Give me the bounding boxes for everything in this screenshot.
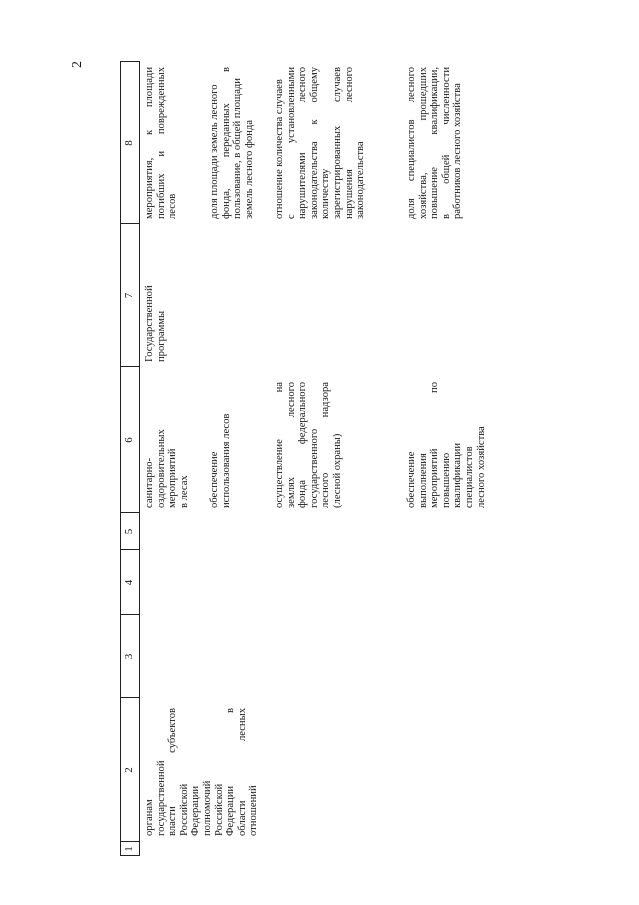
column-header-3: 3 xyxy=(123,653,135,660)
col8-line: в общей численности xyxy=(440,67,452,219)
col6-line: лесного надзора xyxy=(320,382,332,508)
col8-line: с установленными xyxy=(285,67,297,219)
col6-line: осуществление на xyxy=(274,382,285,508)
column-header-7: 7 xyxy=(123,292,135,299)
col8-line: нарушения лесного xyxy=(343,67,355,219)
indicators-table xyxy=(120,61,517,856)
col8-block-damage xyxy=(144,67,179,219)
col8-line: работников лесного хозяйства xyxy=(452,83,464,219)
col6-block-sanitary xyxy=(144,382,190,508)
col8-line: мероприятия, к площади xyxy=(144,67,155,219)
col7-line: программы xyxy=(155,310,167,362)
col2-line: органам xyxy=(144,799,155,836)
col6-line: оздоровительных xyxy=(155,429,167,508)
col6-line: выполнения xyxy=(417,453,429,508)
column-header-6: 6 xyxy=(123,437,135,443)
col6-line: специалистов xyxy=(463,446,475,508)
col2-line: Российской xyxy=(213,783,225,836)
col8-block-training-share xyxy=(406,67,464,219)
rotated-table-container xyxy=(120,61,517,856)
col6-line: повышению xyxy=(440,452,452,508)
col8-line: отношение количества случаев xyxy=(274,79,285,219)
col6-line: (лесной охраны) xyxy=(331,433,343,508)
col8-line: земель лесного фонда xyxy=(243,120,255,219)
col8-line: законодательства к общему xyxy=(308,67,320,219)
col6-block-usage xyxy=(209,382,232,508)
col6-line: использования лесов xyxy=(220,413,232,508)
col8-line: зарегистрированных случаев xyxy=(331,67,343,219)
table-header-border xyxy=(139,61,140,856)
col6-line: лесного хозяйства xyxy=(475,426,487,508)
col6-line: обеспечение xyxy=(406,451,417,508)
col6-line: обеспечение xyxy=(209,451,220,508)
col8-line: доля специалистов лесного xyxy=(406,67,417,219)
col8-line: фонда, переданных в xyxy=(220,67,232,219)
column-header-5: 5 xyxy=(123,528,135,535)
col2-line: государственной xyxy=(155,760,167,836)
col2-text xyxy=(144,708,260,836)
col8-block-land-share xyxy=(209,67,255,219)
col8-line: лесов xyxy=(167,193,179,219)
col8-line: повышение квалификации, xyxy=(429,67,441,219)
col8-line: пользование, в общей площади xyxy=(232,78,244,219)
col6-line: мероприятий xyxy=(167,448,179,508)
col2-line: области лесных xyxy=(236,708,248,836)
col6-block-supervision xyxy=(274,382,344,508)
col2-line: Федерации xyxy=(190,785,202,836)
col8-block-violations xyxy=(274,67,367,219)
col8-line: хозяйства, прошедших xyxy=(417,67,429,219)
col2-line: Российской xyxy=(178,783,190,836)
col2-line: власти субъектов xyxy=(167,708,179,836)
col6-line: фонда федерального xyxy=(297,382,309,508)
col6-line: землях лесного xyxy=(285,382,297,508)
col6-line: мероприятий по xyxy=(429,382,441,508)
col8-line: законодательства xyxy=(355,141,367,219)
page-number: 2 xyxy=(70,61,85,68)
col6-block-training xyxy=(406,382,487,508)
column-header-2: 2 xyxy=(123,767,135,773)
col6-line: квалификации xyxy=(452,443,464,508)
col6-line: государственного xyxy=(308,428,320,508)
col7-line: Государственной xyxy=(144,285,155,362)
col8-line: количеству xyxy=(320,168,332,219)
col8-line: погибших и поврежденных xyxy=(155,67,167,219)
col2-line: отношений xyxy=(248,785,260,836)
column-header-4: 4 xyxy=(123,579,135,586)
col2-line: Федерации в xyxy=(225,708,237,836)
column-header-1: 1 xyxy=(123,846,135,852)
col7-text xyxy=(144,234,167,362)
column-header-8: 8 xyxy=(123,140,135,146)
col2-line: полномочий xyxy=(201,780,213,836)
col6-line: санитарно- xyxy=(144,457,155,508)
col6-line: в лесах xyxy=(178,475,190,508)
col8-line: доля площади земель лесного xyxy=(209,84,220,219)
col8-line: нарушителями лесного xyxy=(297,67,309,219)
